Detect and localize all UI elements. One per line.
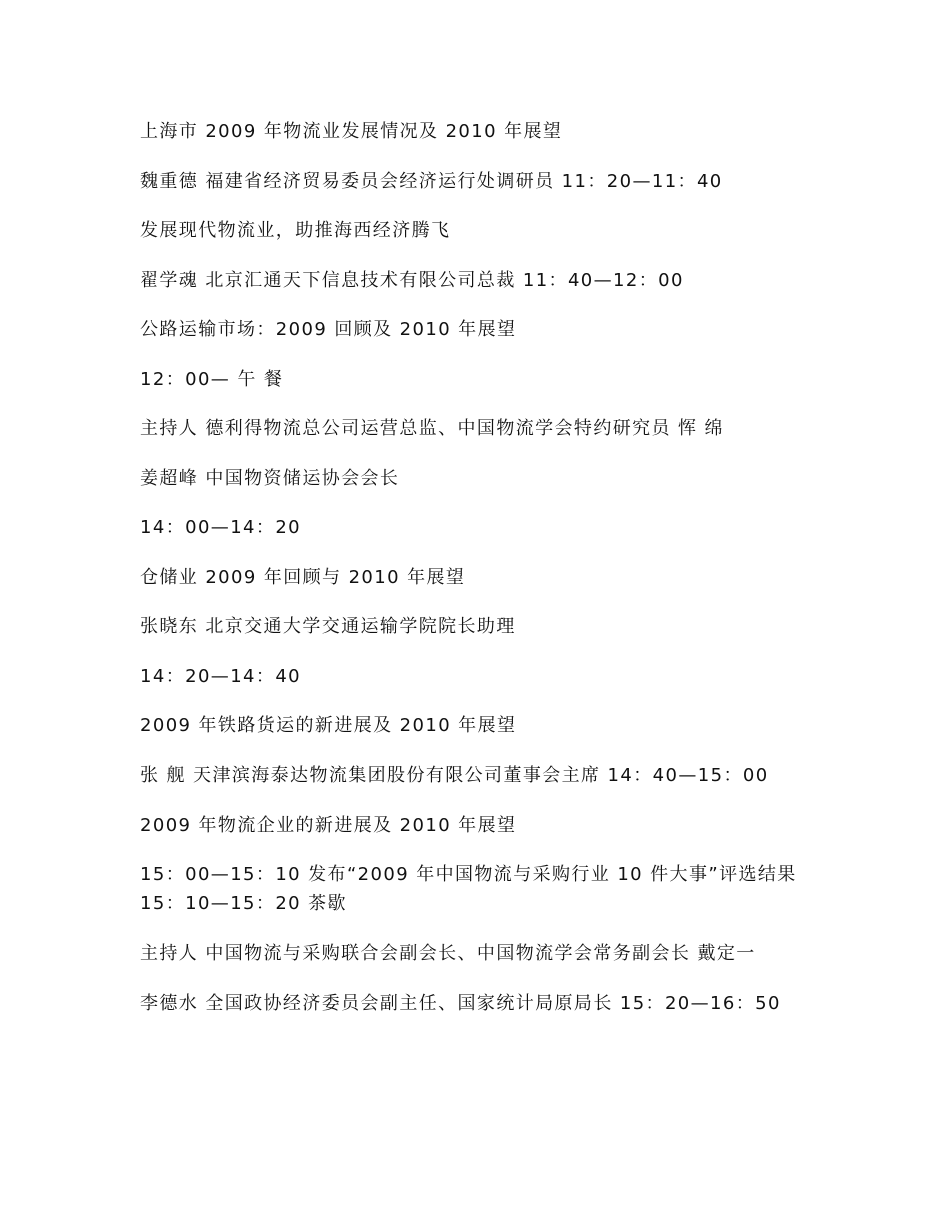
paragraph-line-17: 主持人 中国物流与采购联合会副会长、中国物流学会常务副会长 戴定一 <box>140 943 756 964</box>
paragraph-line-3: 发展现代物流业，助推海西经济腾飞 <box>140 220 451 241</box>
paragraph-line-13: 2009 年铁路货运的新进展及 2010 年展望 <box>140 715 517 736</box>
paragraph-line-14: 张 舰 天津滨海泰达物流集团股份有限公司董事会主席 14：40—15：00 <box>140 764 769 786</box>
paragraph-line-11: 张晓东 北京交通大学交通运输学院院长助理 <box>140 616 516 637</box>
document-body <box>140 117 812 1039</box>
paragraph-line-7: 主持人 德利得物流总公司运营总监、中国物流学会特约研究员 恽 绵 <box>140 418 724 439</box>
paragraph-line-9: 14：00—14：20 <box>140 517 302 538</box>
paragraph-line-5: 公路运输市场：2009 回顾及 2010 年展望 <box>140 319 517 340</box>
paragraph-line-15: 2009 年物流企业的新进展及 2010 年展望 <box>140 814 517 836</box>
paragraph-line-1: 上海市 2009 年物流业发展情况及 2010 年展望 <box>140 121 563 142</box>
paragraph-line-12: 14：20—14：40 <box>140 665 302 687</box>
paragraph-line-18: 李德水 全国政协经济委员会副主任、国家统计局原局长 15：20—16：50 <box>140 992 781 1014</box>
paragraph-line-8: 姜超峰 中国物资储运协会会长 <box>140 467 400 489</box>
paragraph-line-16: 15：00—15：10 发布“2009 年中国物流与采购行业 10 件大事”评选结果 15：10—15：20 茶歇 <box>140 864 797 914</box>
paragraph-line-4: 翟学魂 北京汇通天下信息技术有限公司总裁 11：40—12：00 <box>140 269 684 291</box>
paragraph-line-2: 魏重德 福建省经济贸易委员会经济运行处调研员 11：20—11：40 <box>140 170 723 192</box>
paragraph-line-6: 12：00— 午 餐 <box>140 368 284 390</box>
paragraph-line-10: 仓储业 2009 年回顾与 2010 年展望 <box>140 566 466 588</box>
